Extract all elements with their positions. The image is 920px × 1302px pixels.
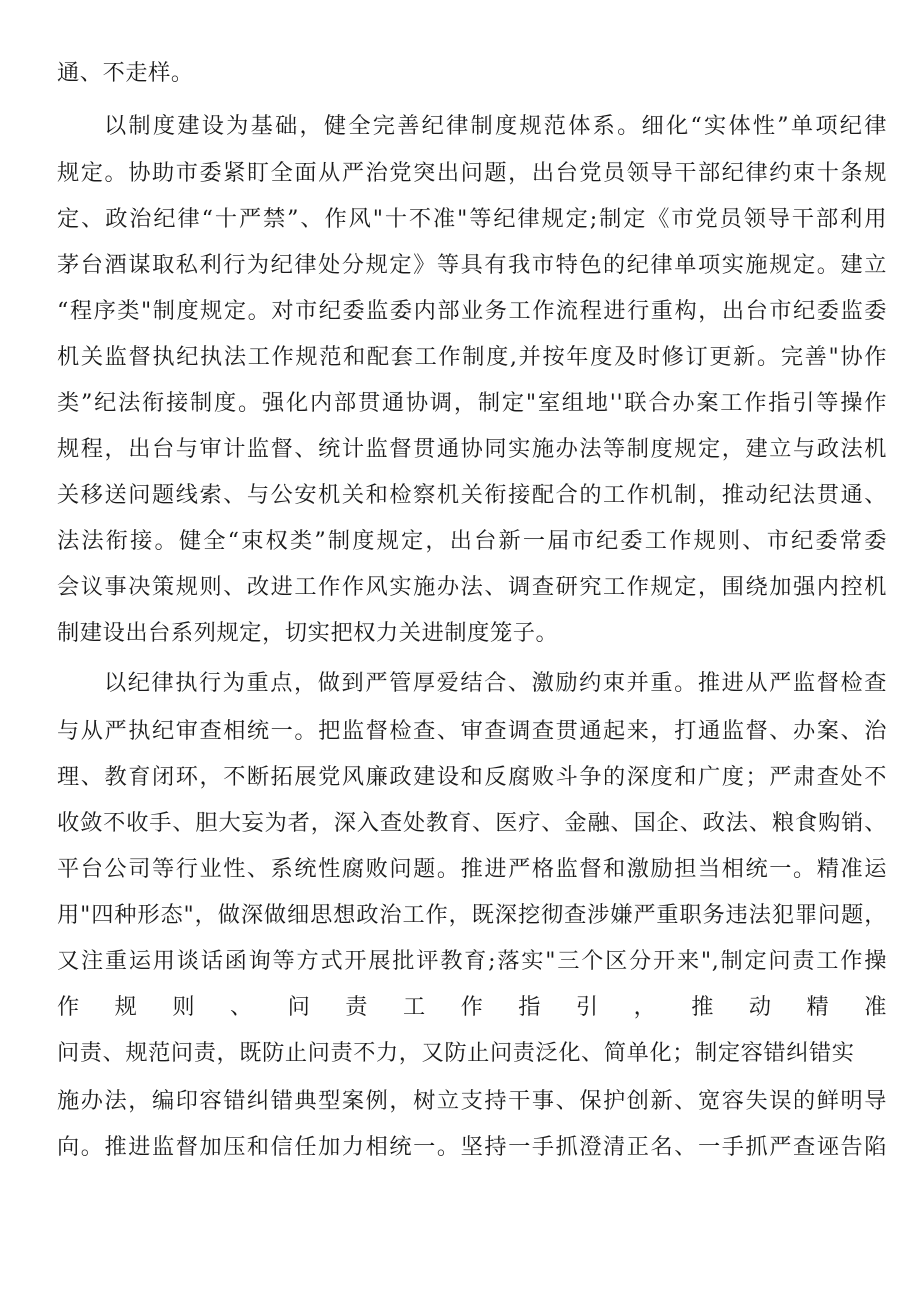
text-line: 问责、规范问责，既防止问责不力，又防止问责泛化、简单化；制定容错纠错实 (57, 1040, 855, 1066)
text-line: 与从严执纪审查相统一。把监督检查、审查调查贯通起来，打通监督、办案、治 (57, 718, 887, 744)
text-line: 向。推进监督加压和信任加力相统一。坚持一手抓澄清正名、一手抓严查诬告陷 (57, 1134, 887, 1160)
paragraph-first-line: 以制度建设为基础，健全完善纪律制度规范体系。细化“实体性”单项纪律 (104, 113, 887, 139)
text-line: 制建设出台系列规定，切实把权力关进制度笼子。 (57, 620, 559, 646)
text-line: 作规则、问责工作指引，推动精准 (57, 994, 887, 1020)
text-line: 收敛不收手、胆大妄为者，深入查处教育、医疗、金融、国企、政法、粮食购销、 (57, 810, 887, 836)
text-line (57, 1170, 887, 1216)
text-line: 规定。协助市委紧盯全面从严治党突出问题，出台党员领导干部纪律约束十条规 (57, 160, 887, 186)
text-line: 茅台酒谋取私利行为纪律处分规定》等具有我市特色的纪律单项实施规定。建立 (57, 252, 887, 278)
paragraph-first-line: 以纪律执行为重点，做到严管厚爱结合、激励约束并重。推进从严监督检查 (104, 670, 887, 696)
text-line: 机关监督执纪执法工作规范和配套工作制度,并按年度及时修订更新。完善"协作 (57, 344, 887, 370)
text-line: 施办法，编印容错纠错典型案例，树立支持干事、保护创新、宽容失误的鲜明导 (57, 1088, 887, 1114)
text-line: 规程，出台与审计监督、统计监督贯通协同实施办法等制度规定，建立与政法机 (57, 436, 887, 462)
text-line: 定、政治纪律“十严禁”、作风"十不准"等纪律规定;制定《市党员领导干部利用 (57, 206, 887, 232)
text-line: 类”纪法衔接制度。强化内部贯通协调，制定"室组地''联合办案工作指引等操作 (57, 390, 887, 416)
text-line: 又注重运用谈话函询等方式开展批评教育;落实"三个区分开来",制定问责工作操 (57, 948, 887, 974)
text-line: 通、不走样。 (57, 60, 194, 86)
text-line: 用"四种形态"，做深做细思想政治工作，既深挖彻查涉嫌严重职务违法犯罪问题， (57, 902, 887, 928)
text-line: 理、教育闭环，不断拓展党风廉政建设和反腐败斗争的深度和广度；严肃查处不 (57, 764, 887, 790)
text-line: 关移送问题线索、与公安机关和检察机关衔接配合的工作机制，推动纪法贯通、 (57, 482, 887, 508)
text-line: 平台公司等行业性、系统性腐败问题。推进严格监督和激励担当相统一。精准运 (57, 856, 887, 882)
text-line: “程序类"制度规定。对市纪委监委内部业务工作流程进行重构，出台市纪委监委 (57, 298, 887, 324)
text-line: 法法衔接。健全“束权类”制度规定，出台新一届市纪委工作规则、市纪委常委 (57, 528, 887, 554)
text-line: 会议事决策规则、改进工作作风实施办法、调查研究工作规定，围绕加强内控机 (57, 574, 887, 600)
